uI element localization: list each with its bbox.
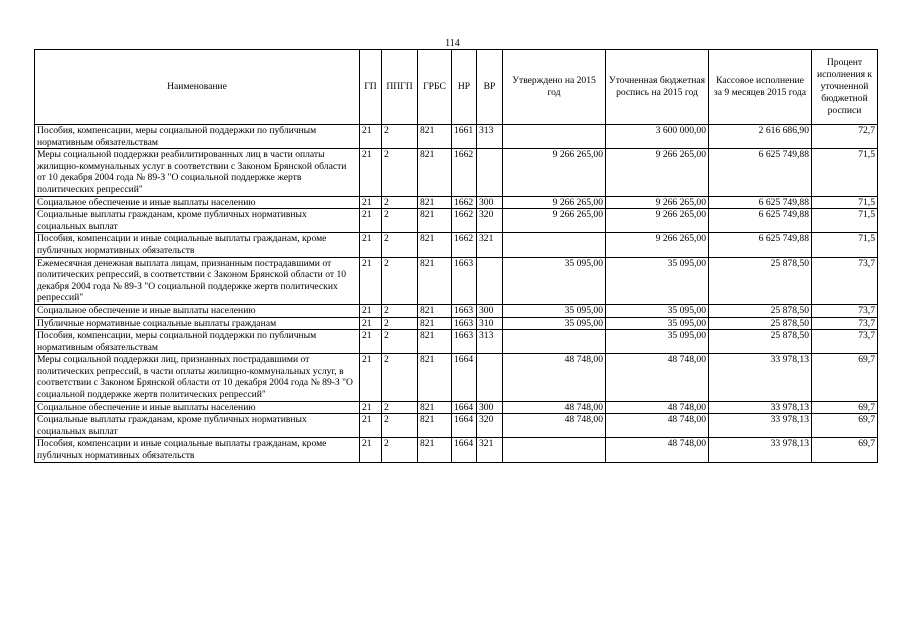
cell-percent: 73,7 <box>812 257 878 304</box>
cell-nr: 1661 <box>452 125 477 149</box>
cell-vr: 310 <box>477 317 503 330</box>
cell-executed: 6 625 749,88 <box>709 209 812 233</box>
cell-gp: 21 <box>360 438 382 462</box>
cell-ppgp: 2 <box>382 414 418 438</box>
cell-name: Пособия, компенсации, меры социальной поддержки по публичным нормативным обязательствам <box>35 125 360 149</box>
cell-approved <box>503 125 606 149</box>
table-row <box>35 257 878 304</box>
cell-name: Социальные выплаты гражданам, кроме публичных нормативных социальных выплат <box>35 414 360 438</box>
cell-grbs: 821 <box>418 401 452 414</box>
cell-percent: 69,7 <box>812 401 878 414</box>
cell-gp: 21 <box>360 196 382 209</box>
cell-name: Меры социальной поддержки реабилитированных лиц в части оплаты жилищно-коммунальных услуг в соответствии с Законом Брянской области от 10 декабря 2004 года № 89-З "О социальной поддержке жертв политических репрессий" <box>35 149 360 196</box>
cell-approved: 9 266 265,00 <box>503 149 606 196</box>
cell-refined: 35 095,00 <box>606 317 709 330</box>
cell-percent: 69,7 <box>812 414 878 438</box>
cell-refined: 3 600 000,00 <box>606 125 709 149</box>
table-header-row <box>35 50 878 125</box>
cell-refined: 35 095,00 <box>606 304 709 317</box>
cell-vr: 320 <box>477 414 503 438</box>
cell-gp: 21 <box>360 257 382 304</box>
cell-ppgp: 2 <box>382 149 418 196</box>
cell-name: Социальное обеспечение и иные выплаты населению <box>35 196 360 209</box>
table-row <box>35 317 878 330</box>
cell-name: Социальное обеспечение и иные выплаты населению <box>35 304 360 317</box>
table-row <box>35 401 878 414</box>
cell-gp: 21 <box>360 354 382 401</box>
cell-executed: 25 878,50 <box>709 317 812 330</box>
cell-executed: 33 978,13 <box>709 354 812 401</box>
cell-nr: 1663 <box>452 330 477 354</box>
cell-ppgp: 2 <box>382 233 418 257</box>
cell-percent: 73,7 <box>812 317 878 330</box>
cell-approved: 35 095,00 <box>503 257 606 304</box>
cell-nr: 1662 <box>452 196 477 209</box>
cell-grbs: 821 <box>418 257 452 304</box>
cell-refined: 48 748,00 <box>606 438 709 462</box>
table-row <box>35 209 878 233</box>
cell-approved: 48 748,00 <box>503 414 606 438</box>
cell-name: Социальные выплаты гражданам, кроме публичных нормативных социальных выплат <box>35 209 360 233</box>
table-row <box>35 330 878 354</box>
cell-gp: 21 <box>360 149 382 196</box>
cell-grbs: 821 <box>418 317 452 330</box>
cell-nr: 1662 <box>452 233 477 257</box>
cell-gp: 21 <box>360 209 382 233</box>
cell-vr <box>477 149 503 196</box>
cell-ppgp: 2 <box>382 125 418 149</box>
column-header-vr: ВР <box>477 50 503 125</box>
cell-approved: 9 266 265,00 <box>503 196 606 209</box>
column-header-name: Наименование <box>35 50 360 125</box>
column-header-nr: НР <box>452 50 477 125</box>
cell-refined: 9 266 265,00 <box>606 233 709 257</box>
cell-vr <box>477 257 503 304</box>
cell-executed: 6 625 749,88 <box>709 149 812 196</box>
cell-approved <box>503 233 606 257</box>
table-row <box>35 233 878 257</box>
cell-nr: 1663 <box>452 257 477 304</box>
cell-nr: 1662 <box>452 209 477 233</box>
cell-ppgp: 2 <box>382 401 418 414</box>
cell-executed: 33 978,13 <box>709 438 812 462</box>
column-header-percent: Процент исполнения к уточненной бюджетной росписи <box>812 50 878 125</box>
cell-grbs: 821 <box>418 414 452 438</box>
cell-gp: 21 <box>360 304 382 317</box>
cell-vr: 320 <box>477 209 503 233</box>
column-header-ppgp: ППГП <box>382 50 418 125</box>
table-row <box>35 196 878 209</box>
cell-nr: 1664 <box>452 414 477 438</box>
cell-nr: 1664 <box>452 438 477 462</box>
cell-ppgp: 2 <box>382 209 418 233</box>
cell-name: Публичные нормативные социальные выплаты гражданам <box>35 317 360 330</box>
cell-executed: 33 978,13 <box>709 414 812 438</box>
cell-vr: 300 <box>477 401 503 414</box>
cell-gp: 21 <box>360 125 382 149</box>
cell-approved: 9 266 265,00 <box>503 209 606 233</box>
cell-percent: 71,5 <box>812 149 878 196</box>
table-row <box>35 149 878 196</box>
column-header-approved: Утверждено на 2015 год <box>503 50 606 125</box>
cell-approved: 35 095,00 <box>503 304 606 317</box>
cell-gp: 21 <box>360 401 382 414</box>
cell-nr: 1664 <box>452 401 477 414</box>
cell-grbs: 821 <box>418 149 452 196</box>
cell-refined: 48 748,00 <box>606 354 709 401</box>
cell-grbs: 821 <box>418 209 452 233</box>
cell-executed: 25 878,50 <box>709 257 812 304</box>
cell-grbs: 821 <box>418 196 452 209</box>
cell-grbs: 821 <box>418 233 452 257</box>
cell-refined: 9 266 265,00 <box>606 196 709 209</box>
cell-name: Пособия, компенсации и иные социальные выплаты гражданам, кроме публичных нормативных обязательств <box>35 438 360 462</box>
cell-refined: 9 266 265,00 <box>606 149 709 196</box>
cell-vr: 321 <box>477 233 503 257</box>
cell-name: Социальное обеспечение и иные выплаты населению <box>35 401 360 414</box>
cell-name: Пособия, компенсации, меры социальной поддержки по публичным нормативным обязательствам <box>35 330 360 354</box>
cell-vr: 300 <box>477 196 503 209</box>
cell-gp: 21 <box>360 330 382 354</box>
table-row <box>35 414 878 438</box>
cell-vr: 313 <box>477 330 503 354</box>
cell-executed: 25 878,50 <box>709 304 812 317</box>
table-row <box>35 438 878 462</box>
cell-ppgp: 2 <box>382 317 418 330</box>
table-row <box>35 125 878 149</box>
cell-percent: 73,7 <box>812 330 878 354</box>
cell-name: Пособия, компенсации и иные социальные выплаты гражданам, кроме публичных нормативных обязательств <box>35 233 360 257</box>
cell-nr: 1662 <box>452 149 477 196</box>
cell-refined: 9 266 265,00 <box>606 209 709 233</box>
cell-ppgp: 2 <box>382 438 418 462</box>
cell-ppgp: 2 <box>382 354 418 401</box>
cell-nr: 1664 <box>452 354 477 401</box>
cell-gp: 21 <box>360 414 382 438</box>
cell-gp: 21 <box>360 317 382 330</box>
cell-grbs: 821 <box>418 330 452 354</box>
cell-grbs: 821 <box>418 125 452 149</box>
column-header-refined: Уточненная бюджетная роспись на 2015 год <box>606 50 709 125</box>
cell-executed: 33 978,13 <box>709 401 812 414</box>
cell-name: Ежемесячная денежная выплата лицам, признанным пострадавшими от политических репрессий, в соответствии с Законом Брянской области от 10 декабря 2004 года № 89-З "О социальной поддержке жертв политических репрессий" <box>35 257 360 304</box>
cell-ppgp: 2 <box>382 257 418 304</box>
cell-vr <box>477 354 503 401</box>
cell-refined: 35 095,00 <box>606 330 709 354</box>
cell-percent: 69,7 <box>812 438 878 462</box>
column-header-grbs: ГРБС <box>418 50 452 125</box>
cell-percent: 72,7 <box>812 125 878 149</box>
cell-nr: 1663 <box>452 317 477 330</box>
cell-grbs: 821 <box>418 304 452 317</box>
cell-approved <box>503 438 606 462</box>
cell-approved: 48 748,00 <box>503 401 606 414</box>
cell-vr: 300 <box>477 304 503 317</box>
cell-refined: 48 748,00 <box>606 414 709 438</box>
cell-vr: 321 <box>477 438 503 462</box>
table-row <box>35 304 878 317</box>
cell-approved: 35 095,00 <box>503 317 606 330</box>
cell-grbs: 821 <box>418 438 452 462</box>
budget-execution-table <box>34 49 878 463</box>
cell-percent: 71,5 <box>812 209 878 233</box>
cell-vr: 313 <box>477 125 503 149</box>
cell-executed: 6 625 749,88 <box>709 233 812 257</box>
page-number: 114 <box>445 38 460 49</box>
cell-percent: 73,7 <box>812 304 878 317</box>
cell-refined: 35 095,00 <box>606 257 709 304</box>
column-header-executed: Кассовое исполнение за 9 месяцев 2015 года <box>709 50 812 125</box>
cell-grbs: 821 <box>418 354 452 401</box>
column-header-gp: ГП <box>360 50 382 125</box>
cell-nr: 1663 <box>452 304 477 317</box>
cell-percent: 69,7 <box>812 354 878 401</box>
cell-percent: 71,5 <box>812 196 878 209</box>
cell-gp: 21 <box>360 233 382 257</box>
cell-executed: 25 878,50 <box>709 330 812 354</box>
cell-approved <box>503 330 606 354</box>
cell-ppgp: 2 <box>382 330 418 354</box>
table-row <box>35 354 878 401</box>
cell-name: Меры социальной поддержки лиц, признанных пострадавшими от политических репрессий, в части оплаты жилищно-коммунальных услуг, в соответствии с Законом Брянской области от 10 декабря 2004 года № 89-З "О социальной поддержке жертв политических репрессий" <box>35 354 360 401</box>
cell-refined: 48 748,00 <box>606 401 709 414</box>
cell-ppgp: 2 <box>382 304 418 317</box>
cell-ppgp: 2 <box>382 196 418 209</box>
cell-approved: 48 748,00 <box>503 354 606 401</box>
cell-percent: 71,5 <box>812 233 878 257</box>
cell-executed: 2 616 686,90 <box>709 125 812 149</box>
cell-executed: 6 625 749,88 <box>709 196 812 209</box>
